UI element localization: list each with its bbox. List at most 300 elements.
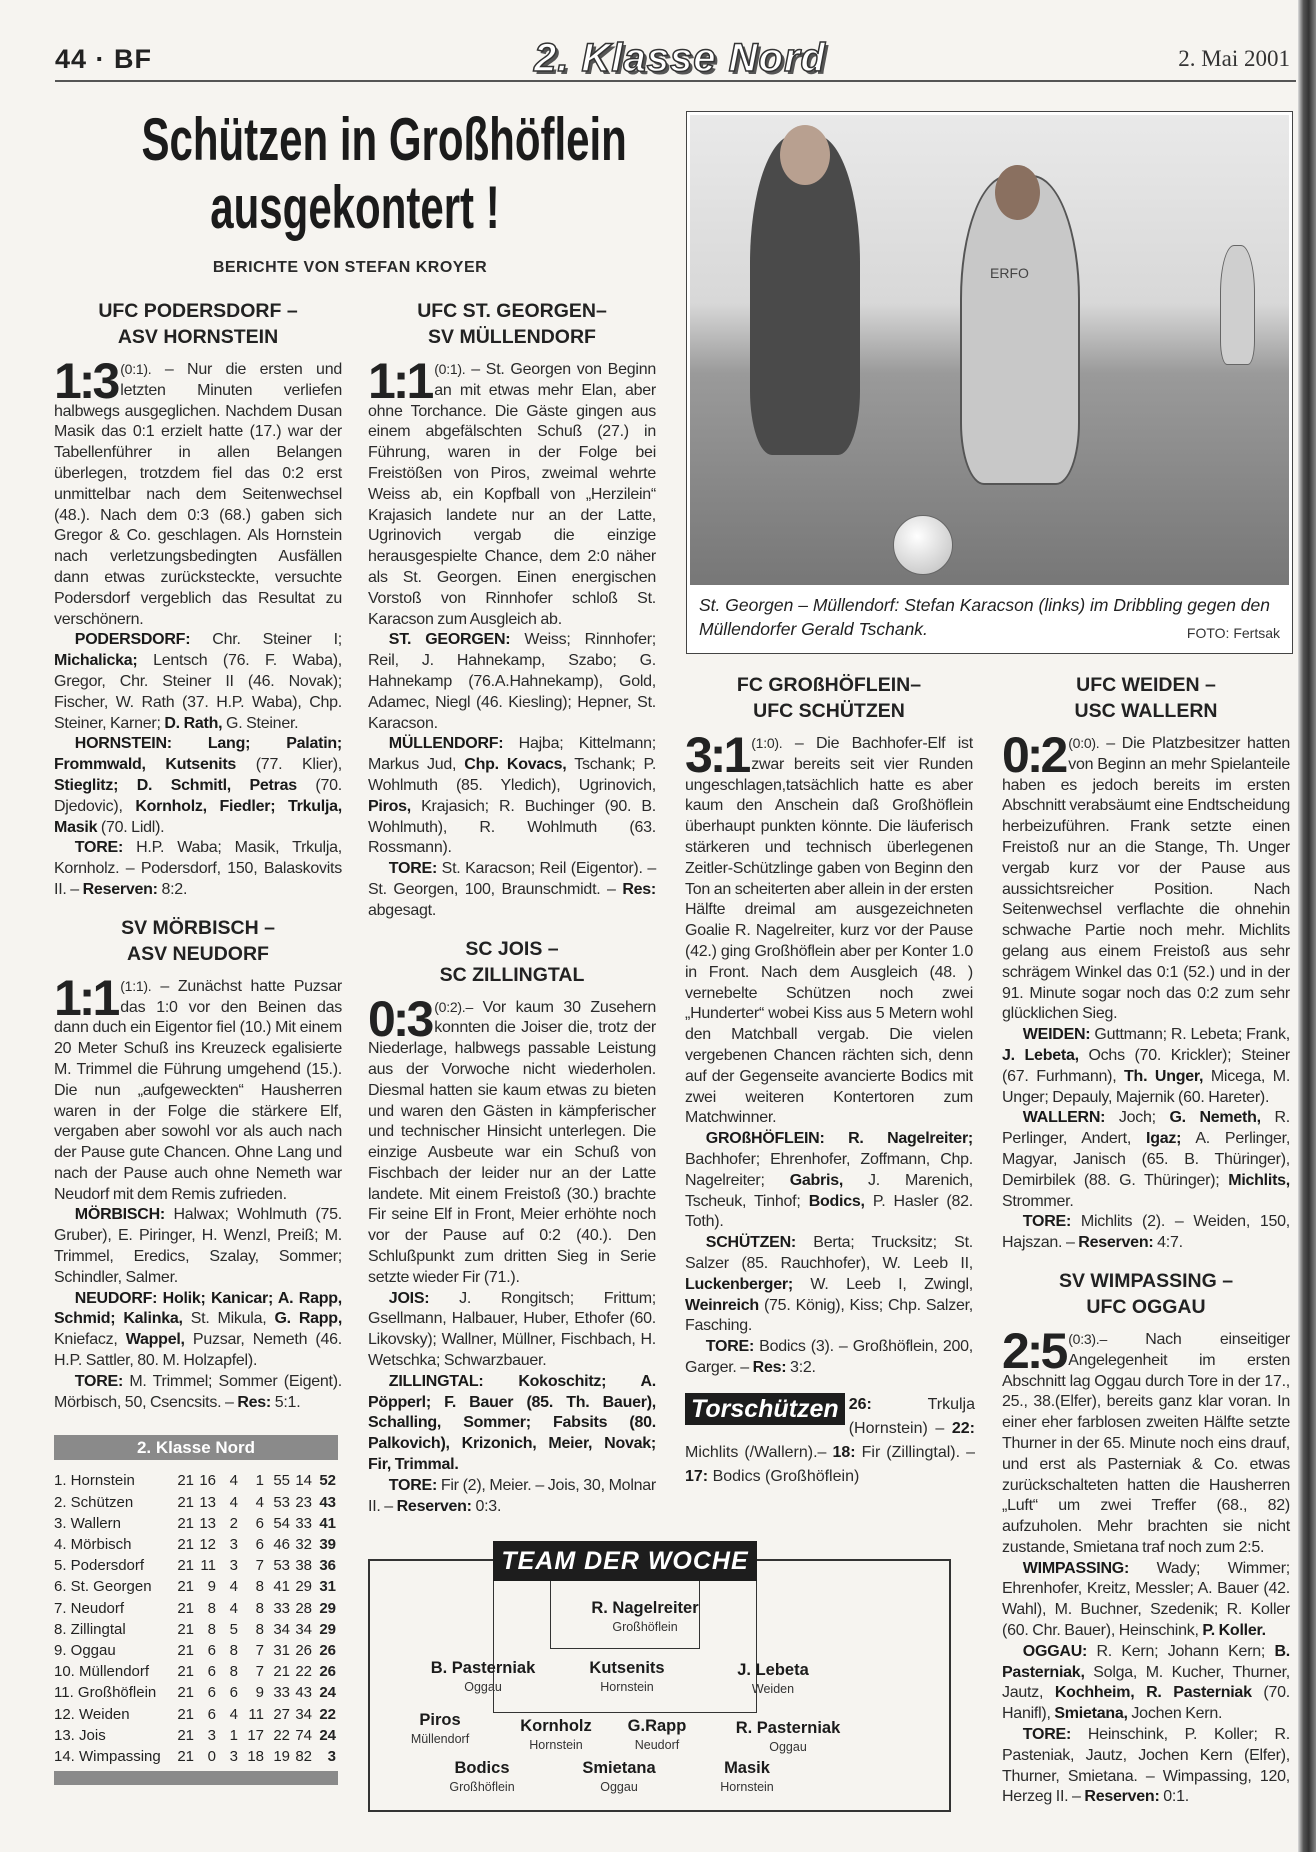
draws: 1	[229, 1726, 238, 1744]
losses: 4	[255, 1493, 264, 1511]
photo-credit: FOTO: Fertsak	[1186, 625, 1280, 641]
draws: 3	[229, 1536, 238, 1554]
player-name: Kornholz	[520, 1717, 592, 1735]
text-run: Jochen Kern.	[1127, 1705, 1223, 1723]
match-summary	[1002, 1322, 1290, 1559]
player-name: Bodics	[454, 1759, 510, 1777]
goals-for: 27	[273, 1705, 290, 1723]
text-run: Puzsar, Nemeth (46. H.P. Sattler, 80. M. Holzapfel).	[54, 1331, 342, 1370]
player-name: Smietana	[582, 1759, 656, 1777]
text-run: R. Kern; Johann Kern;	[1087, 1642, 1275, 1660]
team-of-the-week-title: TEAM DER WOCHE	[493, 1541, 757, 1581]
points: 29	[319, 1599, 336, 1617]
text-run: Hajba; Kittelmann; Markus Jud,	[368, 735, 656, 774]
player-club: Neudorf	[634, 1738, 680, 1752]
points: 52	[319, 1472, 336, 1490]
wins: 6	[207, 1705, 216, 1723]
points: 39	[319, 1536, 336, 1554]
summary-text: Nach einseitiger Angelegenheit im ersten Abschnitt lag Oggau durch Tore in der 17., 25., 38.(Elfer), bereits ganz klar voran. In einer eher farblosen zweiten Hälfte setzte Thurner in der 65. Minute noch eins drauf, und erst als Pasterniak & Co. etwas zurückschalteten hatten die Hausherren „Luft“ um zwei Treffer (68., 82) aufzuholen. Mehr brachten sie nicht zustande, Smietana traf noch zum 2:5.	[1002, 1330, 1290, 1556]
match-title-line: UFC ST. GEORGEN–	[417, 300, 607, 322]
player	[554, 1759, 684, 1797]
bold-text: HORNSTEIN: Lang; Palatin; Frommwald, Kutsenits	[54, 735, 342, 774]
standings-row	[54, 1555, 338, 1576]
team-name: 5. Podersdorf	[54, 1557, 145, 1575]
team-of-the-week	[368, 1541, 951, 1812]
match-title-line: UFC SCHÜTZEN	[753, 700, 905, 722]
issue-date: 2. Mai 2001	[1178, 46, 1290, 71]
halftime-score: (1:1).	[120, 977, 152, 994]
section-title: 2. Klasse Nord	[534, 36, 826, 80]
bold-text: Weinreich	[685, 1296, 759, 1314]
summary-text: – Die Platzbesitzer hatten von Beginn an mehr Spielanteile haben es jedoch bereits im ersten Abschnitt verabsäumt eine Endtscheidung herbeizuführen. Frank setzte einen Freistoß nur an die Stange, Th. Unger vergab kurz vor der Pause aus aussichtsreicher Position. Nach Seitenwechsel verflachte die ohnehin schwache Partie noch mehr. Michlits gelang aus einem Freistoß aus sehr schrägem Winkel das 0:1 (52.) und in der 91. Minute sogar noch das 0:2 zum sehr glücklichen Sieg.	[1002, 735, 1290, 1023]
football	[893, 515, 953, 575]
text-run: A. Perlinger, Magyar, Janisch (65. B. Thüringer), Demirbilek (88. G. Thüringer);	[1002, 1130, 1291, 1189]
bold-text: Reserven:	[1078, 1234, 1154, 1252]
text-run: Bodics (3). – Großhöflein, 200, Garger. –	[685, 1338, 973, 1376]
text-run: St. Mikula,	[182, 1310, 275, 1328]
bold-text: TORE:	[388, 860, 438, 878]
games: 21	[177, 1642, 194, 1660]
bold-text: MÖRBISCH:	[74, 1206, 165, 1224]
text-run: St. Karacson; Reil (Eigentor). – St. Georgen, 100, Braunschmidt. –	[368, 860, 656, 898]
text-run: M. Trimmel; Sommer (Eigent). Mörbisch, 50, Csencsits. –	[54, 1372, 342, 1411]
points: 31	[319, 1578, 336, 1596]
games: 21	[177, 1493, 194, 1511]
bold-text: G. Nemeth,	[1169, 1109, 1261, 1127]
draws: 4	[229, 1599, 238, 1617]
player-club: Großhöflein	[612, 1620, 678, 1634]
jersey-text: ERFO	[990, 265, 1029, 281]
match-summary	[685, 727, 973, 1129]
headline-line: ausgekontert !	[210, 174, 500, 241]
losses: 18	[247, 1748, 264, 1766]
draws: 3	[229, 1557, 238, 1575]
losses: 7	[255, 1557, 264, 1575]
goals-for: 33	[273, 1684, 290, 1702]
text-run: (70. Hanifl),	[1002, 1684, 1290, 1723]
bold-text: TORE:	[1022, 1213, 1072, 1231]
standings-row	[54, 1534, 338, 1555]
text-run: Michlits (/Wallern).–	[685, 1443, 833, 1461]
page-number: 44 · BF	[55, 44, 153, 74]
player-club: Müllendorf	[410, 1732, 470, 1746]
lineup	[1002, 1642, 1290, 1725]
losses: 6	[255, 1536, 264, 1554]
bold-text: Bodics,	[808, 1192, 865, 1210]
goals-against: 32	[295, 1536, 312, 1554]
draws: 4	[229, 1705, 238, 1723]
games: 21	[177, 1472, 194, 1490]
bold-text: 26:	[848, 1395, 872, 1413]
draws: 6	[229, 1684, 238, 1702]
standings-title: 2. Klasse Nord	[54, 1435, 338, 1460]
bold-text: 22:	[951, 1419, 975, 1437]
games: 21	[177, 1748, 194, 1766]
losses: 9	[255, 1684, 264, 1702]
match-title	[54, 298, 342, 350]
match-title-line: UFC WEIDEN –	[1076, 674, 1216, 696]
bold-text: TORE:	[388, 1476, 438, 1494]
goals-for: 46	[273, 1536, 290, 1554]
text-run: R. Perlinger, Andert,	[1002, 1109, 1290, 1148]
wins: 16	[199, 1472, 216, 1490]
games: 21	[177, 1705, 194, 1723]
wins: 13	[199, 1493, 216, 1511]
player	[708, 1661, 838, 1699]
goals-against: 29	[295, 1578, 312, 1596]
match-title-line: UFC OGGAU	[1086, 1295, 1206, 1318]
text-run: Trkulja (Hornstein) –	[848, 1395, 975, 1437]
player	[418, 1659, 548, 1697]
wins: 6	[207, 1663, 216, 1681]
article-slot	[368, 936, 656, 1518]
standings-row	[54, 1640, 338, 1661]
lineup	[685, 1129, 973, 1233]
lineup	[368, 859, 656, 921]
match-summary	[54, 353, 342, 630]
text-run: Bodics (Großhöflein)	[708, 1467, 860, 1485]
match-report	[368, 936, 656, 1518]
goals-against: 26	[295, 1642, 312, 1660]
bold-text: Igaz;	[1146, 1130, 1182, 1148]
bold-text: Res:	[237, 1393, 272, 1411]
draws: 5	[229, 1620, 238, 1638]
text-run: Krajasich; R. Buchinger (90. B. Wohlmuth), R. Wohlmuth (63. Rossmann).	[368, 797, 656, 857]
photo-frame	[686, 111, 1293, 654]
points: 26	[319, 1663, 336, 1681]
standings-footer-bar	[54, 1771, 338, 1785]
player-name: R. Pasterniak	[735, 1719, 841, 1737]
bold-text: SCHÜTZEN:	[705, 1234, 796, 1252]
column-1	[54, 298, 342, 1785]
article-slot	[685, 672, 973, 1379]
lineup	[368, 1289, 656, 1372]
text-run: (70. Lidl).	[97, 818, 165, 836]
text-run: (70. Djedovic),	[54, 776, 343, 815]
draws: 3	[229, 1748, 238, 1766]
match-report	[54, 915, 342, 1414]
page-edge	[1298, 0, 1316, 1852]
standings-row	[54, 1619, 338, 1640]
header-rule	[55, 80, 1296, 82]
player-name: R. Nagelreiter	[591, 1599, 699, 1617]
text-run: 3:2.	[786, 1358, 816, 1376]
bold-text: Res:	[622, 880, 656, 898]
match-summary	[54, 969, 342, 1206]
team-name: 14. Wimpassing	[54, 1748, 161, 1766]
halftime-score: (0:2).–	[434, 998, 473, 1015]
wins: 13	[199, 1514, 216, 1532]
article-slot	[54, 915, 342, 1414]
text-run: P. Hasler (82. Toth).	[685, 1192, 973, 1231]
match-title-line: ASV HORNSTEIN	[117, 326, 279, 348]
text-run: Halwax; Wohlmuth (75. Gruber), E. Piringer, H. Wenzl, Preiß; M. Trimmel, Eredics, Szalay, Sommer; Schindler, Salmer.	[54, 1206, 342, 1286]
goals-against: 22	[295, 1663, 312, 1681]
headline-line: Schützen in Großhöflein	[141, 106, 627, 173]
wins: 8	[207, 1620, 216, 1638]
text-run: (77. Klier),	[236, 756, 343, 774]
text-run: G. Steiner.	[222, 714, 299, 732]
column-4	[1002, 672, 1290, 1822]
match-title	[368, 298, 656, 350]
match-report	[368, 298, 656, 922]
points: 24	[319, 1726, 336, 1744]
goals-against: 34	[295, 1620, 312, 1638]
bold-text: Chp. Kovacs,	[464, 756, 567, 774]
goals-against: 43	[295, 1684, 312, 1702]
match-title	[685, 672, 973, 724]
goals-for: 53	[273, 1557, 290, 1575]
draws: 4	[229, 1493, 238, 1511]
final-score: 0:2	[1002, 727, 1066, 783]
team-name: 12. Weiden	[54, 1705, 130, 1723]
text-run: J. Rongitsch; Frittum; Gsellmann, Halbauer, Huber, Ethofer (60. Likovsky); Wallner, Müllner, Fischbach, H. Wetschka; Schwarzbauer.	[368, 1289, 656, 1370]
match-title-line: UFC PODERSDORF –	[98, 300, 298, 322]
losses: 8	[255, 1620, 264, 1638]
match-title-line: ASV NEUDORF	[127, 942, 269, 965]
bold-text: 18:	[832, 1443, 856, 1461]
games: 21	[177, 1578, 194, 1596]
bold-text: Kornholz, Fiedler; Trkulja, Masik	[54, 797, 342, 836]
bold-text: ZILLINGTAL: Kokoschitz; A. Pöpperl; F. Bauer (85. Th. Bauer), Schalling, Sommer; Fabsits (80. Palkovich), Krizonich, Meier, Novak; Fir, Trimmal.	[368, 1372, 656, 1474]
bold-text: TORE:	[74, 839, 124, 857]
goals-for: 31	[273, 1642, 290, 1660]
match-report	[54, 298, 342, 901]
standings-row	[54, 1725, 338, 1746]
text-run: Micega, M. Unger; Depauly, Majernik (60. Hareter).	[1002, 1067, 1291, 1106]
losses: 17	[247, 1726, 264, 1744]
bold-text: NEUDORF: Holik; Kanicar; A. Rapp, Schmid; Kalinka,	[54, 1289, 342, 1328]
points: 22	[319, 1705, 336, 1723]
goals-for: 41	[273, 1578, 290, 1596]
top-scorers	[685, 1393, 975, 1489]
goals-for: 22	[273, 1726, 290, 1744]
match-title	[54, 915, 342, 967]
article-slot	[1002, 672, 1290, 1254]
player-club: Hornstein	[529, 1738, 583, 1752]
final-score: 0:3	[368, 990, 432, 1047]
photo-caption-block	[699, 593, 1280, 641]
text-run: 4:7.	[1153, 1234, 1183, 1252]
lineup	[54, 734, 342, 838]
player-name: Piros	[419, 1711, 461, 1729]
bold-text: B. Pasterniak,	[1002, 1642, 1290, 1681]
goals-against: 34	[295, 1705, 312, 1723]
goals-against: 74	[295, 1726, 312, 1744]
text-run: (75. König), Kiss; Chp. Salzer, Fasching.	[685, 1296, 973, 1335]
losses: 11	[248, 1705, 264, 1723]
text-run: W. Leeb I, Zwingl,	[792, 1275, 973, 1293]
text-run: Chr. Steiner I;	[190, 631, 342, 649]
bold-text: TORE:	[705, 1338, 755, 1356]
byline: BERICHTE VON STEFAN KROYER	[212, 259, 488, 276]
bold-text: J. Lebeta,	[1002, 1046, 1079, 1064]
wins: 9	[207, 1578, 216, 1596]
match-summary	[368, 353, 656, 630]
team-name: 4. Mörbisch	[54, 1536, 132, 1554]
photo-caption: St. Georgen – Müllendorf: Stefan Karacson (links) im Dribbling gegen den Müllendorfer Gerald Tschank.	[699, 595, 1270, 639]
bold-text: Reserven:	[82, 880, 158, 898]
halftime-score: (0:1).	[120, 361, 152, 377]
lineup	[368, 1476, 656, 1518]
bold-text: Luckenberger;	[685, 1275, 793, 1293]
bold-text: WIMPASSING:	[1022, 1559, 1130, 1577]
summary-text: – Nur die ersten und letzten Minuten verliefen halbwegs ausgeglichen. Nachdem Dusan Masik das 0:1 erzielt hatte (17.) war der Tabellenführer in allen Belangen überlegen, trotzdem fiel das 0:2 erst unmittelbar nach dem Seitenwechsel (48.). Nach dem 0:3 (68.) gaben sich Gregor & Co. geschlagen. Als Hornstein nach verletzungsbedingten Ausfällen dann etwas zurücksteckte, versuchte Podersdorf vergeblich das Resultat zu verschönern.	[54, 361, 342, 628]
player	[375, 1711, 505, 1749]
text-run: abgesagt.	[368, 901, 437, 919]
match-title-line: SV WIMPASSING –	[1058, 1269, 1234, 1292]
games: 21	[177, 1557, 194, 1575]
match-title-line: SV MÖRBISCH –	[121, 916, 275, 939]
bold-text: D. Rath,	[164, 714, 223, 732]
bold-text: Michalicka;	[54, 652, 138, 670]
match-report	[1002, 672, 1290, 1254]
goals-for: 33	[273, 1599, 290, 1617]
games: 21	[177, 1726, 194, 1744]
match-summary	[368, 990, 656, 1289]
team-name: 8. Zillingtal	[54, 1620, 126, 1638]
bold-text: TORE:	[1022, 1726, 1072, 1744]
text-run: Wady; Wimmer; Ehrenhofer, Kreitz, Messler; A. Bauer (42. Wahl), M. Buchner, Szedenik; R. Koller (60. Chr. Bauer), Heinschink,	[1002, 1559, 1290, 1640]
lineup	[54, 838, 342, 900]
points: 3	[327, 1748, 336, 1766]
standings-row	[54, 1492, 338, 1513]
points: 41	[319, 1514, 336, 1532]
losses: 7	[255, 1642, 264, 1660]
losses: 8	[255, 1599, 264, 1617]
standings-row	[54, 1513, 338, 1534]
bold-text: WALLERN:	[1022, 1109, 1106, 1127]
final-score: 1:1	[368, 353, 432, 409]
losses: 1	[255, 1472, 264, 1490]
points: 26	[319, 1642, 336, 1660]
standings-table	[54, 1435, 338, 1785]
text-run: H.P. Waba; Masik, Trkulja, Kornholz. – Podersdorf, 150, Balaskovits II. –	[54, 839, 342, 898]
goals-for: 53	[273, 1493, 290, 1511]
wins: 3	[207, 1726, 216, 1744]
halftime-score: (1:0).	[751, 735, 783, 751]
goals-against: 38	[295, 1557, 312, 1575]
games: 21	[177, 1620, 194, 1638]
article-slot	[1002, 1268, 1290, 1808]
halftime-score: (0:0).	[1068, 735, 1100, 751]
standings-row	[54, 1661, 338, 1682]
losses: 7	[255, 1663, 264, 1681]
text-run: Fir (2), Meier. – Jois, 30, Molnar II. –	[368, 1476, 656, 1515]
match-title	[1002, 672, 1290, 724]
article-slot	[368, 298, 656, 922]
text-run: Berta; Trucksitz; St. Salzer (85. Rauchhofer), W. Leeb II,	[685, 1234, 973, 1272]
lineup	[1002, 1559, 1290, 1642]
match-report	[1002, 1268, 1290, 1808]
player	[580, 1599, 710, 1637]
text-run: 0:1.	[1159, 1788, 1189, 1806]
text-run: 5:1.	[271, 1393, 301, 1411]
text-run: Solga, M. Kucher, Thurner, Jautz,	[1002, 1663, 1290, 1702]
player-club: Hornstein	[600, 1680, 654, 1694]
text-run: Guttmann; R. Lebeta; Frank,	[1090, 1026, 1290, 1044]
standings-row	[54, 1704, 338, 1725]
final-score: 1:1	[54, 969, 118, 1026]
text-run: Bachhofer; Ehrenhofer, Zoffmann, Chp. Nagelreiter;	[685, 1150, 973, 1189]
text-run: Fir (Zillingtal). –	[855, 1443, 975, 1461]
bold-text: Stieglitz; D. Schmitl, Petras	[54, 776, 297, 794]
goals-for: 21	[273, 1663, 290, 1681]
wins: 0	[207, 1748, 216, 1766]
text-run: Heinschink, P. Koller; R. Pasteniak, Jautz, Jochen Kern (Elfer), Thurner, Smietana. – Wimpassing, 120, Herzeg II. –	[1002, 1726, 1290, 1806]
match-title-line: USC WALLERN	[1074, 700, 1218, 722]
match-title-line: SC JOIS –	[465, 937, 559, 960]
summary-text: – Die Bachhofer-Elf ist zwar bereits seit vier Runden ungeschlagen,tatsächlich hatte es aber kaum den Anschein daß Großhöflein überhaupt punkten könnte. Die läuferisch stärkeren und technisch überlegenen Zeitler-Schützlinge gaben von Beginn den Ton an scheiterten aber allein in der ersten Hälfte dreimal am ausgezeichneten Goalie R. Nagelreiter, kurz vor der Pause (42.) ging Großhöflein aber per Konter 1.0 in Front. Nach dem Ausgleich (48. ) vernebelte Schützen noch zwei „Hunderter“ wobei Kiss aus 5 Metern wohl den Matchball vergab. Die vielen vergebenen Chancen rächten sich, denn auf der Gegenseite avancierte Bodics mit zwei weiteren Kontertoren zum Matchwinner.	[685, 735, 973, 1127]
bold-text: P. Koller.	[1202, 1622, 1266, 1640]
bold-text: MÜLLENDORF:	[388, 735, 504, 753]
text-run: Tschank; P. Wohlmuth (85. Yledich), Ugrinovich,	[368, 756, 657, 794]
lineup	[685, 1337, 973, 1379]
text-run: Kniefacz,	[54, 1331, 126, 1349]
final-score: 2:5	[1002, 1322, 1066, 1379]
player	[592, 1717, 722, 1755]
bold-text: PODERSDORF:	[74, 631, 191, 649]
standings-rows	[54, 1470, 338, 1767]
standings-row	[54, 1598, 338, 1619]
goals-against: 14	[295, 1472, 312, 1490]
team-name: 3. Wallern	[54, 1514, 121, 1532]
wins: 11	[200, 1557, 216, 1575]
bold-text: Reserven:	[1084, 1788, 1160, 1806]
bold-text: WEIDEN:	[1022, 1026, 1091, 1044]
draws: 8	[229, 1663, 238, 1681]
games: 21	[177, 1663, 194, 1681]
lineup	[54, 630, 342, 734]
standings-row	[54, 1746, 338, 1767]
goals-against: 33	[295, 1514, 312, 1532]
text-run: 8:2.	[157, 880, 188, 898]
final-score: 1:3	[54, 353, 118, 409]
lineup	[54, 1372, 342, 1414]
bold-text: OGGAU:	[1022, 1642, 1088, 1660]
points: 24	[319, 1684, 336, 1702]
article-slot	[54, 298, 342, 901]
bold-text: Wappel,	[125, 1331, 185, 1349]
points: 36	[319, 1557, 336, 1575]
draws: 4	[229, 1578, 238, 1596]
final-score: 3:1	[685, 727, 749, 783]
player-club: Oggau	[769, 1740, 807, 1754]
team-name: 7. Neudorf	[54, 1599, 125, 1617]
wins: 8	[207, 1599, 216, 1617]
team-name: 10. Müllendorf	[54, 1663, 150, 1681]
lineup	[368, 1372, 656, 1476]
bold-text: TORE:	[74, 1372, 124, 1390]
goals-against: 23	[295, 1493, 312, 1511]
lineup	[1002, 1725, 1290, 1808]
draws: 4	[229, 1472, 238, 1490]
goals-for: 55	[273, 1472, 290, 1490]
player-club: Hornstein	[720, 1780, 774, 1794]
lineup	[368, 630, 656, 734]
player-club: Oggau	[464, 1680, 502, 1694]
team-name: 1. Hornstein	[54, 1472, 135, 1490]
bold-text: Reserven:	[396, 1497, 472, 1515]
points: 43	[319, 1493, 336, 1511]
lineup	[1002, 1025, 1290, 1108]
player-name: Kutsenits	[589, 1659, 665, 1677]
summary-text: Vor kaum 30 Zusehern konnten die Joiser die, trotz der Niederlage, halbwegs passable Leistung aus der Vorwoche nicht wiederholen. Diesmal hatten sie kaum etwas zu bieten und waren den Gästen in kämpferischer und technischer Hinsicht unterlegen. Die einzige Ausbeute war ein Schuß von Fischbach der leider nur an der Latte landete. Mit einem Freistoß (30.) brachte Fir seine Elf in Front, Meier erhöhte noch vor der Pause auf 0:2 (40.). Den Schlußpunkt zum dritten Sieg in Serie setzte wieder Fir (71.).	[368, 998, 656, 1286]
match-title	[368, 936, 656, 988]
match-title-line: SC ZILLINGTAL	[439, 963, 585, 986]
player	[562, 1659, 692, 1697]
text-run: J. Marenich, Tscheuk, Tinhof;	[685, 1171, 973, 1210]
